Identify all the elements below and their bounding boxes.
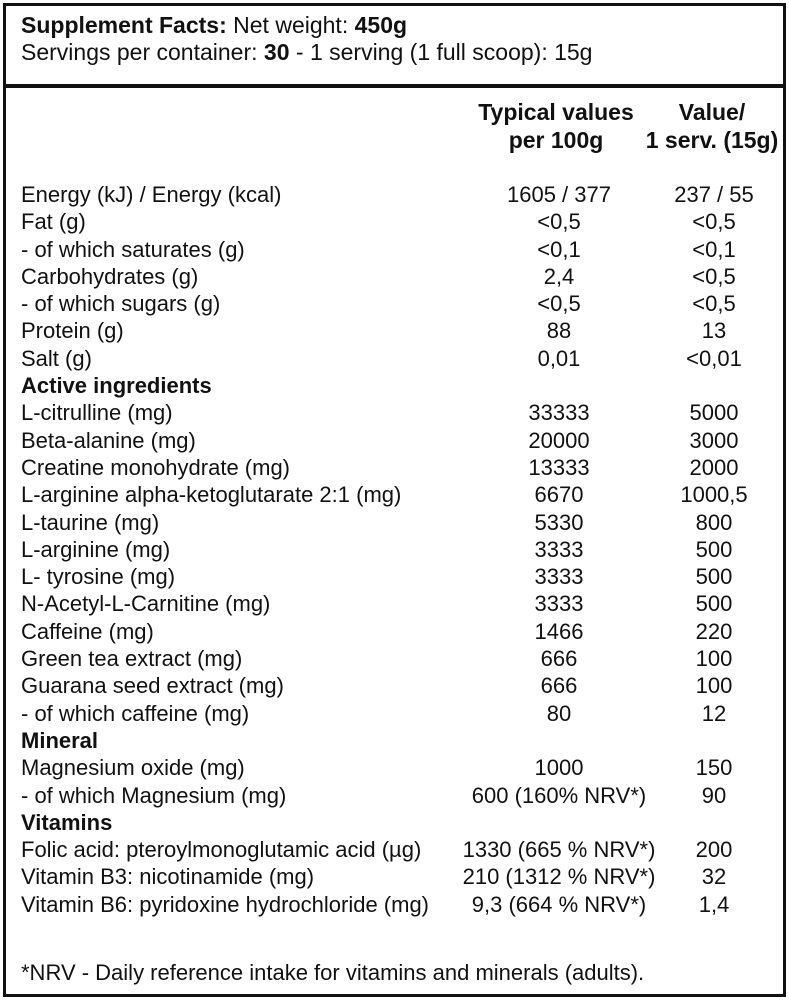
- table-row: [21, 208, 783, 235]
- col2-line1: Value/: [678, 99, 746, 125]
- value-per-serving: <0,1: [692, 236, 736, 262]
- section-title: Vitamins: [21, 809, 113, 835]
- value-per-100g: 666: [540, 673, 578, 699]
- value-per-serving: 1000,5: [680, 482, 748, 508]
- value-per-100g: <0,5: [537, 291, 581, 317]
- value-per-100g: 5330: [534, 509, 584, 535]
- nutrient-name: L-citrulline (mg): [21, 400, 173, 426]
- value-per-serving: 2000: [689, 454, 739, 480]
- value-per-100g: <0,5: [537, 209, 581, 235]
- table-row: [21, 618, 783, 645]
- value-per-100g: 6670: [534, 482, 584, 508]
- nutrient-name: - of which sugars (g): [21, 291, 221, 317]
- table-row: [21, 181, 783, 208]
- section-title: Active ingredients: [21, 373, 212, 399]
- value-per-100g: 210 (1312 % NRV*): [462, 864, 656, 890]
- nutrient-name: L-taurine (mg): [21, 509, 160, 535]
- table-row: [21, 590, 783, 617]
- nutrient-name: Vitamin B6: pyridoxine hydrochloride (mg): [21, 891, 429, 917]
- table-row: [21, 345, 783, 372]
- table-row: [21, 645, 783, 672]
- value-per-serving: <0,01: [686, 345, 742, 371]
- col1-line2: per 100g: [508, 127, 604, 153]
- servings-value: 30: [263, 39, 290, 65]
- value-per-serving: 12: [701, 700, 727, 726]
- nutrient-name: L-arginine alpha-ketoglutarate 2:1 (mg): [21, 482, 402, 508]
- table-row: [21, 536, 783, 563]
- value-per-serving: 500: [695, 536, 733, 562]
- table-row: [21, 399, 783, 426]
- column-header-per-100g: [458, 98, 654, 154]
- value-per-serving: <0,5: [692, 291, 736, 317]
- nutrient-name: Green tea extract (mg): [21, 646, 243, 672]
- net-weight-label: Net weight:: [226, 12, 355, 38]
- value-per-serving: 100: [695, 646, 733, 672]
- nutrient-name: Carbohydrates (g): [21, 263, 199, 289]
- supplement-facts-panel: [3, 3, 786, 997]
- nutrient-name: Creatine monohydrate (mg): [21, 454, 291, 480]
- value-per-100g: 3333: [534, 536, 584, 562]
- value-per-100g: 1605 / 377: [507, 182, 611, 207]
- nutrient-name: Salt (g): [21, 345, 92, 371]
- value-per-serving: 5000: [689, 400, 739, 426]
- net-weight-value: 450g: [354, 12, 408, 38]
- table-row: [21, 754, 783, 781]
- value-per-100g: 33333: [528, 400, 590, 426]
- nutrient-name: Vitamin B3: nicotinamide (mg): [21, 864, 315, 890]
- nutrient-name: Folic acid: pteroylmonoglutamic acid (µg): [21, 837, 422, 863]
- table-row: [21, 863, 783, 890]
- value-per-serving: 90: [701, 782, 727, 808]
- servings-line: [21, 39, 592, 66]
- nutrient-name: Caffeine (mg): [21, 618, 154, 644]
- table-row: [21, 891, 783, 918]
- value-per-100g: 600 (160% NRV*): [471, 782, 647, 808]
- value-per-serving: 500: [695, 564, 733, 590]
- nutrient-name: N-Acetyl-L-Carnitine (mg): [21, 591, 271, 617]
- table-row: [21, 782, 783, 809]
- footnote: *NRV - Daily reference intake for vitamins and minerals (adults).: [21, 960, 645, 985]
- value-per-serving: 3000: [689, 427, 739, 453]
- table-row: [21, 236, 783, 263]
- nutrient-name: - of which caffeine (mg): [21, 700, 250, 726]
- nutrient-name: L- tyrosine (mg): [21, 564, 176, 590]
- value-per-serving: 13: [701, 318, 727, 344]
- nutrient-name: Beta-alanine (mg): [21, 427, 196, 453]
- facts-header: [21, 12, 592, 66]
- table-row: [21, 290, 783, 317]
- value-per-100g: 13333: [528, 454, 590, 480]
- nutrient-name: Energy (kJ) / Energy (kcal): [21, 182, 282, 207]
- value-per-serving: <0,5: [692, 209, 736, 235]
- section-heading: [21, 372, 783, 399]
- value-per-100g: 666: [540, 646, 578, 672]
- table-row: [21, 700, 783, 727]
- value-per-serving: 1,4: [698, 891, 730, 917]
- value-per-100g: 1330 (665 % NRV*): [462, 837, 656, 863]
- section-heading: [21, 727, 783, 754]
- value-per-100g: 1000: [534, 755, 584, 781]
- value-per-serving: 500: [695, 591, 733, 617]
- value-per-serving: 150: [695, 755, 733, 781]
- title: Supplement Facts:: [21, 12, 227, 38]
- value-per-100g: 80: [546, 700, 572, 726]
- value-per-100g: <0,1: [537, 236, 581, 262]
- value-per-serving: <0,5: [692, 263, 736, 289]
- table-row: [21, 454, 783, 481]
- table-row: [21, 263, 783, 290]
- value-per-100g: 1466: [534, 618, 584, 644]
- header-divider: [6, 84, 783, 88]
- nutrient-name: Magnesium oxide (mg): [21, 755, 245, 781]
- value-per-serving: 32: [701, 864, 727, 890]
- section-title: Mineral: [21, 727, 99, 753]
- value-per-100g: 9,3 (664 % NRV*): [471, 891, 647, 917]
- value-per-serving: 200: [695, 837, 733, 863]
- title-line: [21, 12, 592, 39]
- nutrient-name: - of which saturates (g): [21, 236, 245, 262]
- nutrient-name: L-arginine (mg): [21, 536, 171, 562]
- section-heading: [21, 809, 783, 836]
- value-per-100g: 3333: [534, 591, 584, 617]
- value-per-serving: 237 / 55: [674, 182, 754, 207]
- col2-line2: 1 serv. (15g): [645, 127, 779, 153]
- value-per-serving: 220: [695, 618, 733, 644]
- table-row: [21, 836, 783, 863]
- serving-size-text: - 1 serving (1 full scoop): 15g: [289, 39, 593, 65]
- table-row: [21, 672, 783, 699]
- nutrient-name: Guarana seed extract (mg): [21, 673, 284, 699]
- servings-label: Servings per container:: [21, 39, 264, 65]
- nutrient-name: Fat (g): [21, 209, 86, 235]
- value-per-serving: 800: [695, 509, 733, 535]
- nutrient-name: Protein (g): [21, 318, 124, 344]
- value-per-100g: 88: [546, 318, 572, 344]
- value-per-100g: 0,01: [537, 345, 581, 371]
- column-header-per-serving: [632, 98, 789, 154]
- col1-line1: Typical values: [478, 99, 634, 125]
- value-per-serving: 100: [695, 673, 733, 699]
- nutrient-table: [21, 181, 783, 918]
- nutrient-name: - of which Magnesium (mg): [21, 782, 287, 808]
- value-per-100g: 2,4: [543, 263, 575, 289]
- table-row: [21, 317, 783, 344]
- table-row: [21, 509, 783, 536]
- table-row: [21, 481, 783, 508]
- table-row: [21, 563, 783, 590]
- value-per-100g: 3333: [534, 564, 584, 590]
- value-per-100g: 20000: [528, 427, 590, 453]
- table-row: [21, 427, 783, 454]
